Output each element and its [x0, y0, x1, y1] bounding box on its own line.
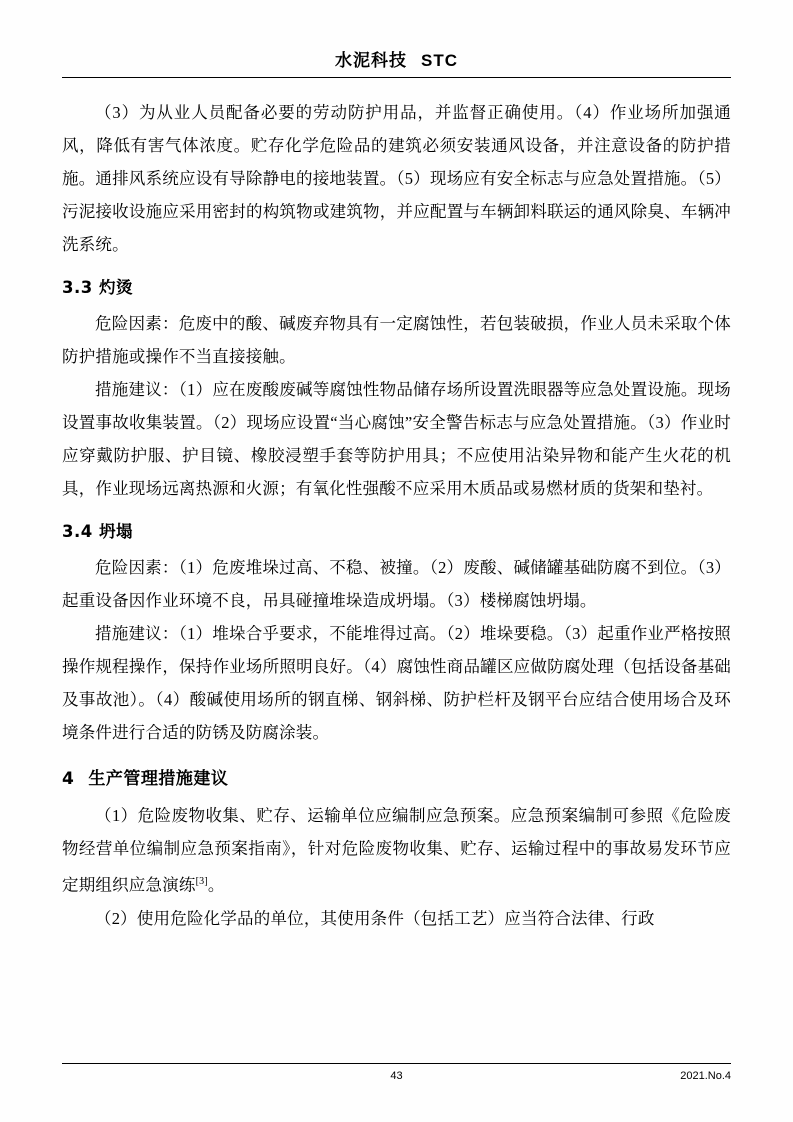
document-content: [62, 84, 731, 935]
paragraph-3-3-1: 危险因素：危废中的酸、碱废弃物具有一定腐蚀性，若包装破损，作业人员未采取个体防护措施或操作不当直接接触。: [62, 314, 731, 366]
paragraph-3-3-2: 措施建议：（1）应在废酸废碱等腐蚀性物品储存场所设置洗眼器等应急处置设施。现场设置事故收集装置。（2）现场应设置“当心腐蚀”安全警告标志与应急处置措施。（3）作业时应穿戴防护服、护目镜、橡胶浸塑手套等防护用具；不应使用沾染异物和能产生火花的机具，作业现场远离热源和火源；有氧化性强酸不应采用木质品或易燃材质的货架和垫衬。: [62, 380, 731, 498]
section-heading-4: [62, 763, 731, 795]
section-number-4: 4: [62, 769, 75, 789]
section-heading-3-4: 3.4 坍塌: [62, 522, 133, 541]
section-title-4: 生产管理措施建议: [88, 769, 229, 789]
reference-marker: [3]: [195, 876, 208, 887]
page-number: 43: [390, 1070, 403, 1082]
footer-row: [62, 1070, 731, 1088]
page-header: [62, 0, 731, 84]
footer-divider: [62, 1063, 731, 1064]
page-footer: [62, 1063, 731, 1088]
journal-title: 水泥科技: [335, 51, 407, 71]
paragraph-3-4-2: 措施建议：（1）堆垛合乎要求，不能堆得过高。（2）堆垛要稳。（3）起重作业严格按照操作规程操作，保持作业场所照明良好。（4）腐蚀性商品罐区应做防腐处理（包括设备基础及事故池）。（4）酸碱使用场所的钢直梯、钢斜梯、防护栏杆及钢平台应结合使用场合及环境条件进行合适的防锈及防腐涂装。: [62, 624, 731, 742]
issue-label: 2021.No.4: [680, 1070, 731, 1082]
paragraph-intro: （3）为从业人员配备必要的劳动防护用品，并监督正确使用。（4）作业场所加强通风，降低有害气体浓度。贮存化学危险品的建筑必须安装通风设备，并注意设备的防护措施。通排风系统应设有导除静电的接地装置。（5）现场应有安全标志与应急处置措施。（5）污泥接收设施应采用密封的构筑物或建筑物，并应配置与车辆卸料联运的通风除臭、车辆冲洗系统。: [62, 103, 731, 254]
journal-abbreviation: STC: [421, 51, 458, 70]
paragraph-4-1-text: （1）危险废物收集、贮存、运输单位应编制应急预案。应急预案编制可参照《危险废物经营单位编制应急预案指南》，针对危险废物收集、贮存、运输过程中的事故易发环节应定期组织应急演练: [62, 806, 731, 895]
paragraph-3-4-1: 危险因素：（1）危废堆垛过高、不稳、被撞。（2）废酸、碱储罐基础防腐不到位。（3）起重设备因作业环境不良，吊具碰撞堆垛造成坍塌。（3）楼梯腐蚀坍塌。: [62, 558, 731, 610]
paragraph-4-2: （2）使用危险化学品的单位，其使用条件（包括工艺）应当符合法律、行政: [95, 908, 655, 928]
section-heading-3-3: 3.3 灼烫: [62, 278, 133, 297]
paragraph-4-1-tail: 。: [207, 875, 225, 895]
paragraph-4-1: [62, 799, 731, 902]
header-divider: [62, 77, 731, 78]
